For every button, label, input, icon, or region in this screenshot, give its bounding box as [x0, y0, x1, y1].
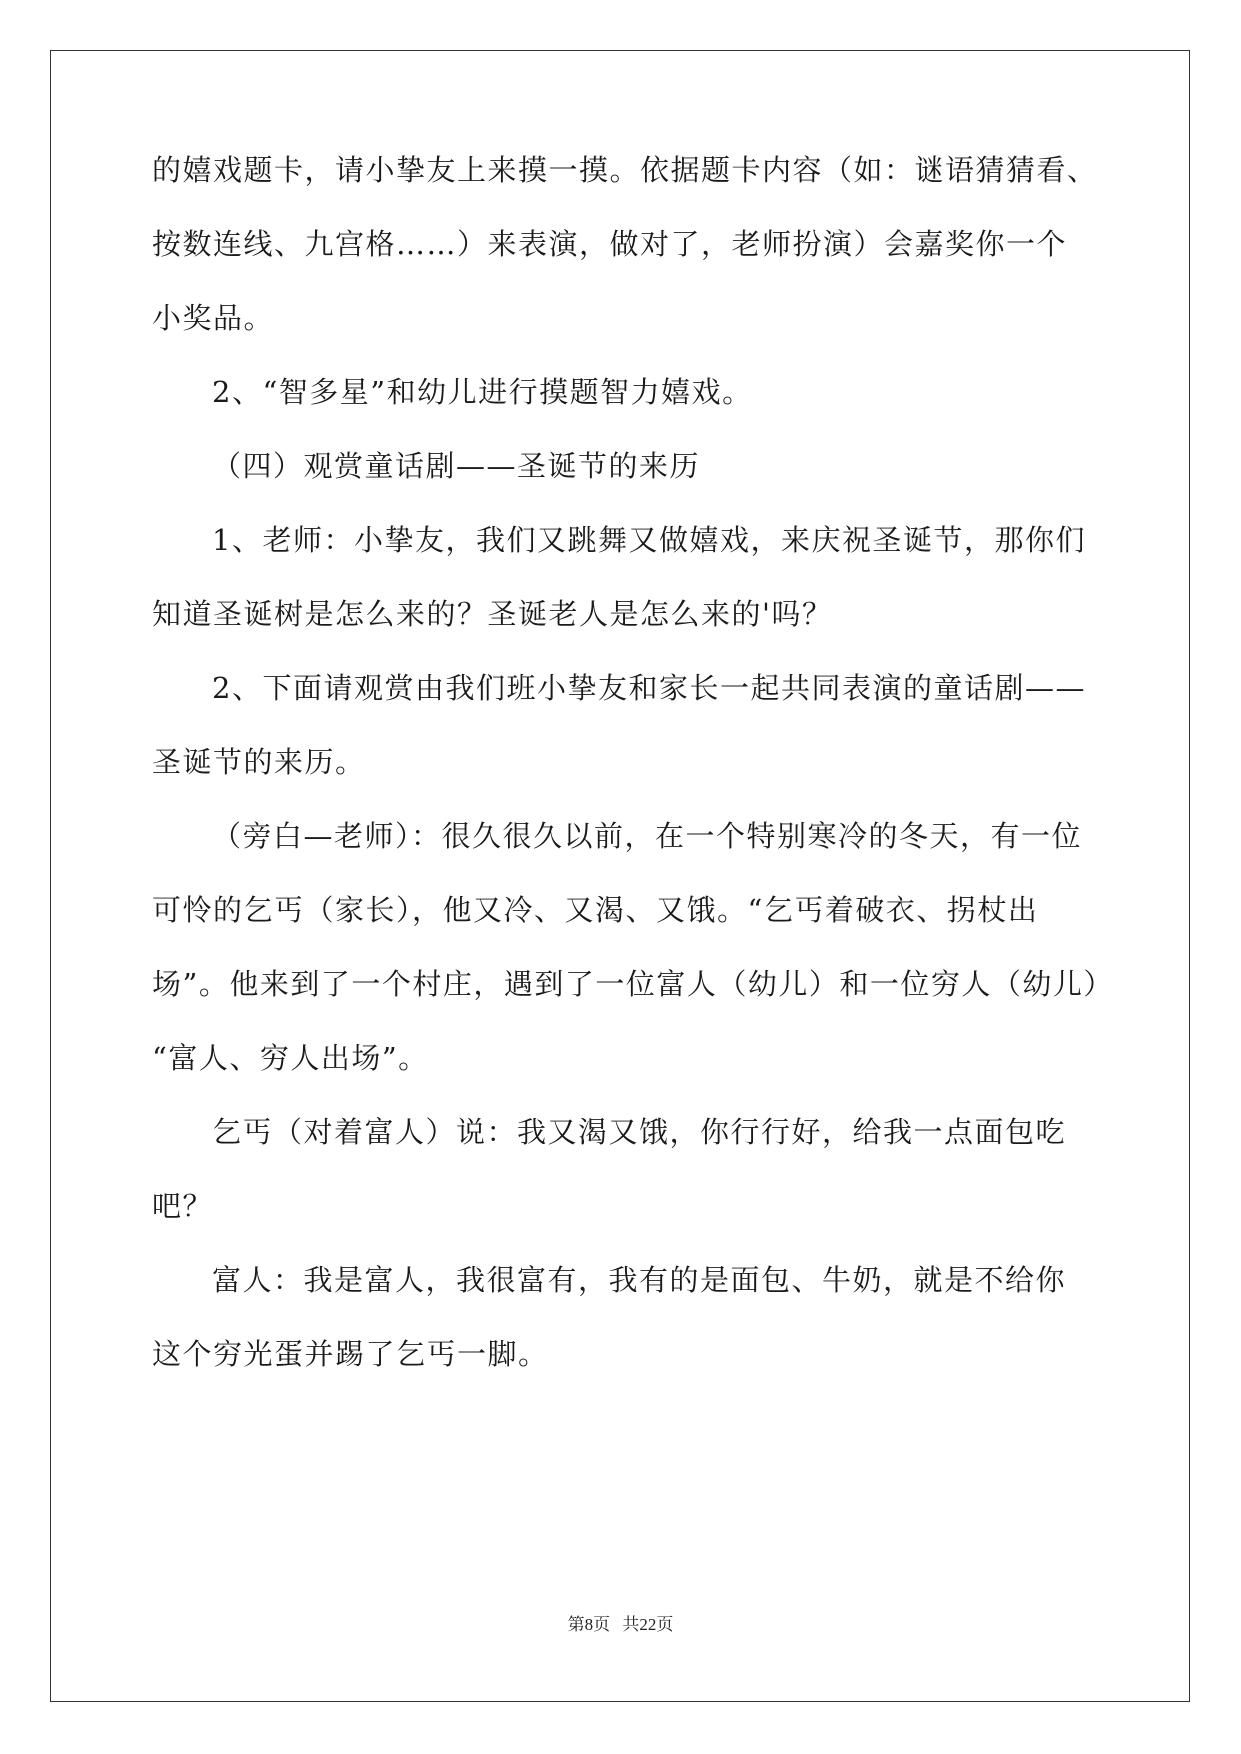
paragraph-line: 乞丐（对着富人）说：我又渴又饿，你行行好，给我一点面包吃	[212, 1115, 1067, 1149]
paragraph-line: 这个穷光蛋并踢了乞丐一脚。	[152, 1337, 549, 1371]
paragraph-line: 的嬉戏题卡，请小挚友上来摸一摸。依据题卡内容（如：谜语猜猜看、	[152, 153, 1098, 187]
paragraph-line: 可怜的乞丐（家长），他又冷、又渴、又饿。“乞丐着破衣、拐杖出	[152, 893, 1039, 927]
paragraph-line: 场”。他来到了一个村庄，遇到了一位富人（幼儿）和一位穷人（幼儿）	[152, 967, 1114, 1001]
paragraph-line: 圣诞节的来历。	[152, 745, 366, 779]
paragraph-line: 按数连线、九宫格……）来表演，做对了，老师扮演）会嘉奖你一个	[152, 227, 1068, 261]
page-total: 共22页	[622, 1615, 674, 1634]
paragraph-line: 2、下面请观赏由我们班小挚友和家长一起共同表演的童话剧——	[212, 671, 1086, 705]
paragraph-line: 2、“智多星”和幼儿进行摸题智力嬉戏。	[212, 375, 753, 409]
page-footer	[0, 1610, 1241, 1635]
paragraph-line: 小奖品。	[152, 301, 275, 335]
paragraph-line: 1、老师：小挚友，我们又跳舞又做嬉戏，来庆祝圣诞节，那你们	[212, 523, 1086, 557]
paragraph-line: 吧？	[152, 1189, 214, 1223]
section-heading: （四）观赏童话剧——圣诞节的来历	[212, 449, 701, 483]
paragraph-line: （旁白—老师）：很久很久以前，在一个特别寒冷的冬天，有一位	[212, 819, 1083, 853]
paragraph-line: “富人、穷人出场”。	[152, 1041, 429, 1075]
page-number: 第8页	[567, 1615, 611, 1634]
paragraph-line: 知道圣诞树是怎么来的？圣诞老人是怎么来的'吗？	[152, 597, 833, 631]
paragraph-line: 富人：我是富人，我很富有，我有的是面包、牛奶，就是不给你	[212, 1263, 1067, 1297]
